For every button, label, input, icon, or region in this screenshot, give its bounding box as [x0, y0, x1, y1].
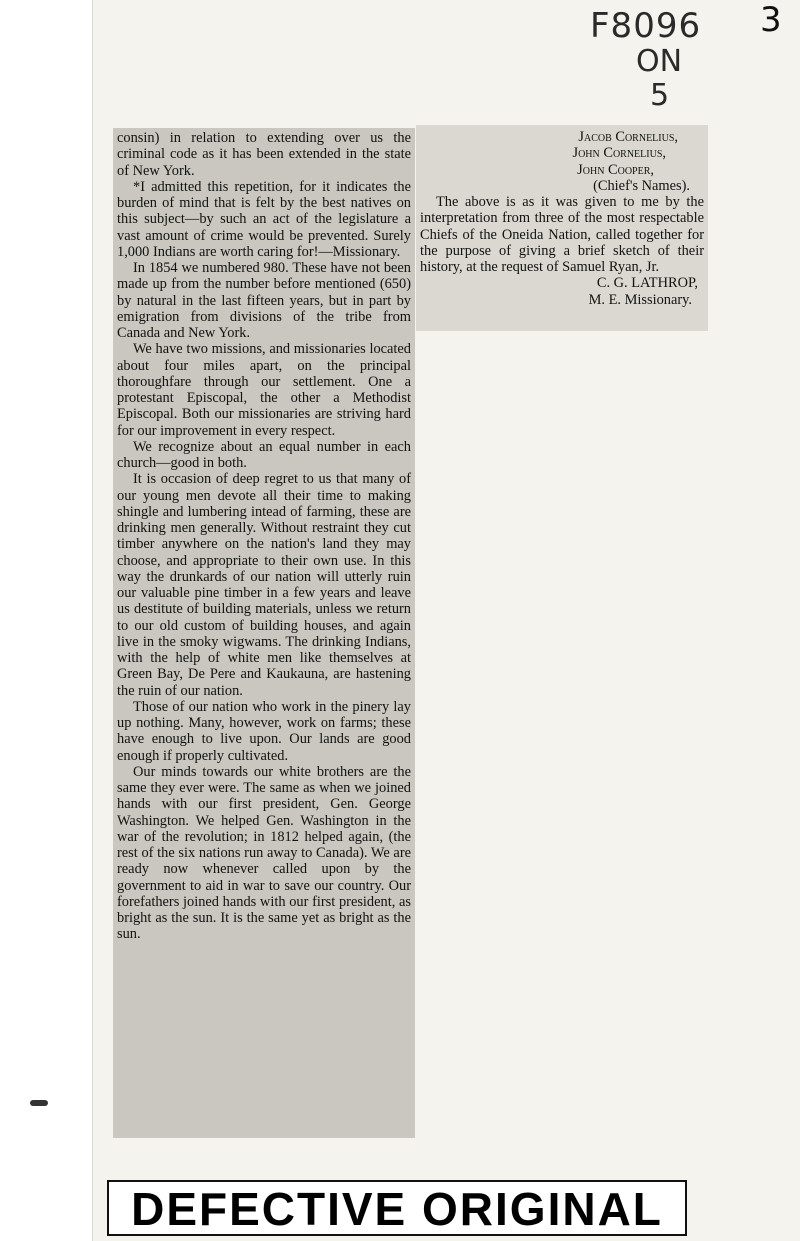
page-number: 3	[760, 0, 782, 40]
chiefs-names-note: (Chief's Names).	[593, 177, 690, 194]
paragraph-two-missions: We have two missions, and missionaries located about four miles apart, on the principal thoroughfare through our settlement. One a protestant Episcopal, the other a Methodist Episcopal. Both our missionaries are striving hard for our improvement in every respect.	[117, 341, 411, 439]
archive-code-line-1: F8096	[590, 6, 702, 46]
chief-name-john-cooper: John Cooper,	[577, 161, 654, 178]
author-signature: C. G. LATHROP,	[596, 275, 698, 292]
defective-original-stamp: DEFECTIVE ORIGINAL	[107, 1180, 687, 1236]
margin-mark	[30, 1100, 48, 1106]
newspaper-clipping-left-column	[113, 128, 415, 1138]
paragraph-pinery: Those of our nation who work in the pinery lay up nothing. Many, however, work on farms; these have enough to live upon. Our lands are good enough if properly cultivated.	[117, 698, 411, 764]
archive-code-line-3: 5	[650, 78, 670, 113]
chief-name-jacob-cornelius: Jacob Cornelius,	[578, 129, 678, 145]
archive-code-line-2: ON	[636, 44, 683, 79]
author-title: M. E. Missionary.	[588, 291, 692, 308]
archive-code-handwritten	[590, 6, 730, 116]
newspaper-clipping-right-column	[416, 125, 708, 331]
paragraph-white-brothers: Our minds towards our white brothers are the same they ever were. The same as when we joined hands with our first president, Gen. George Washington. We helped Gen. Washington in the war of the revolution; in 1812 helped again, (the rest of the six nations run away to Canada). We are ready now whenever called upon by the government to aid in war to save our country. Our forefathers joined hands with our first president, as bright as the sun. It is the same yet as bright as the sun.	[117, 763, 411, 943]
paragraph-lumbering: It is occasion of deep regret to us that many of our young men devote all their time to making shingle and lumbering intead of farming, these are drinking men generally. Without restraint they cut timber anywhere on the nation's land they may choose, and appropriate to their own use. In this way the drunkards of our nation will utterly ruin our valuable pine timber in a few years and leave us destitute of building materials, unless we return to our old custom of building houses, and again live in the smoky wigwams. The drinking Indians, with the help of white men like themselves at Green Bay, De Pere and Kaukauna, are hastening the ruin of our nation.	[117, 471, 411, 699]
paragraph-population-1854: In 1854 we numbered 980. These have not been made up from the number before mentioned (650) by natural in the last fifteen years, but in part by emigration from divisions of the tribe from Canada and New York.	[117, 260, 411, 341]
paragraph-church-members: We recognize about an equal number in each church—good in both.	[117, 438, 411, 471]
paragraph-criminal-code: consin) in relation to extending over us the criminal code as it has been extended in the state of New York.	[117, 130, 411, 179]
page-margin-strip	[0, 0, 93, 1241]
missionary-statement: The above is as it was given to me by the interpretation from three of the most respectable Chiefs of the Oneida Nation, called together for the purpose of giving a brief sketch of their history, at the request of Samuel Ryan, Jr.	[420, 194, 704, 275]
paragraph-missionary-note: *I admitted this repetition, for it indicates the burden of mind that is felt by the best natives on this subject—by such an act of the legislature a vast amount of crime would be prevented. Surely 1,000 Indians are worth caring for!—Missionary.	[117, 178, 411, 260]
chief-name-john-cornelius: John Cornelius,	[572, 145, 666, 162]
